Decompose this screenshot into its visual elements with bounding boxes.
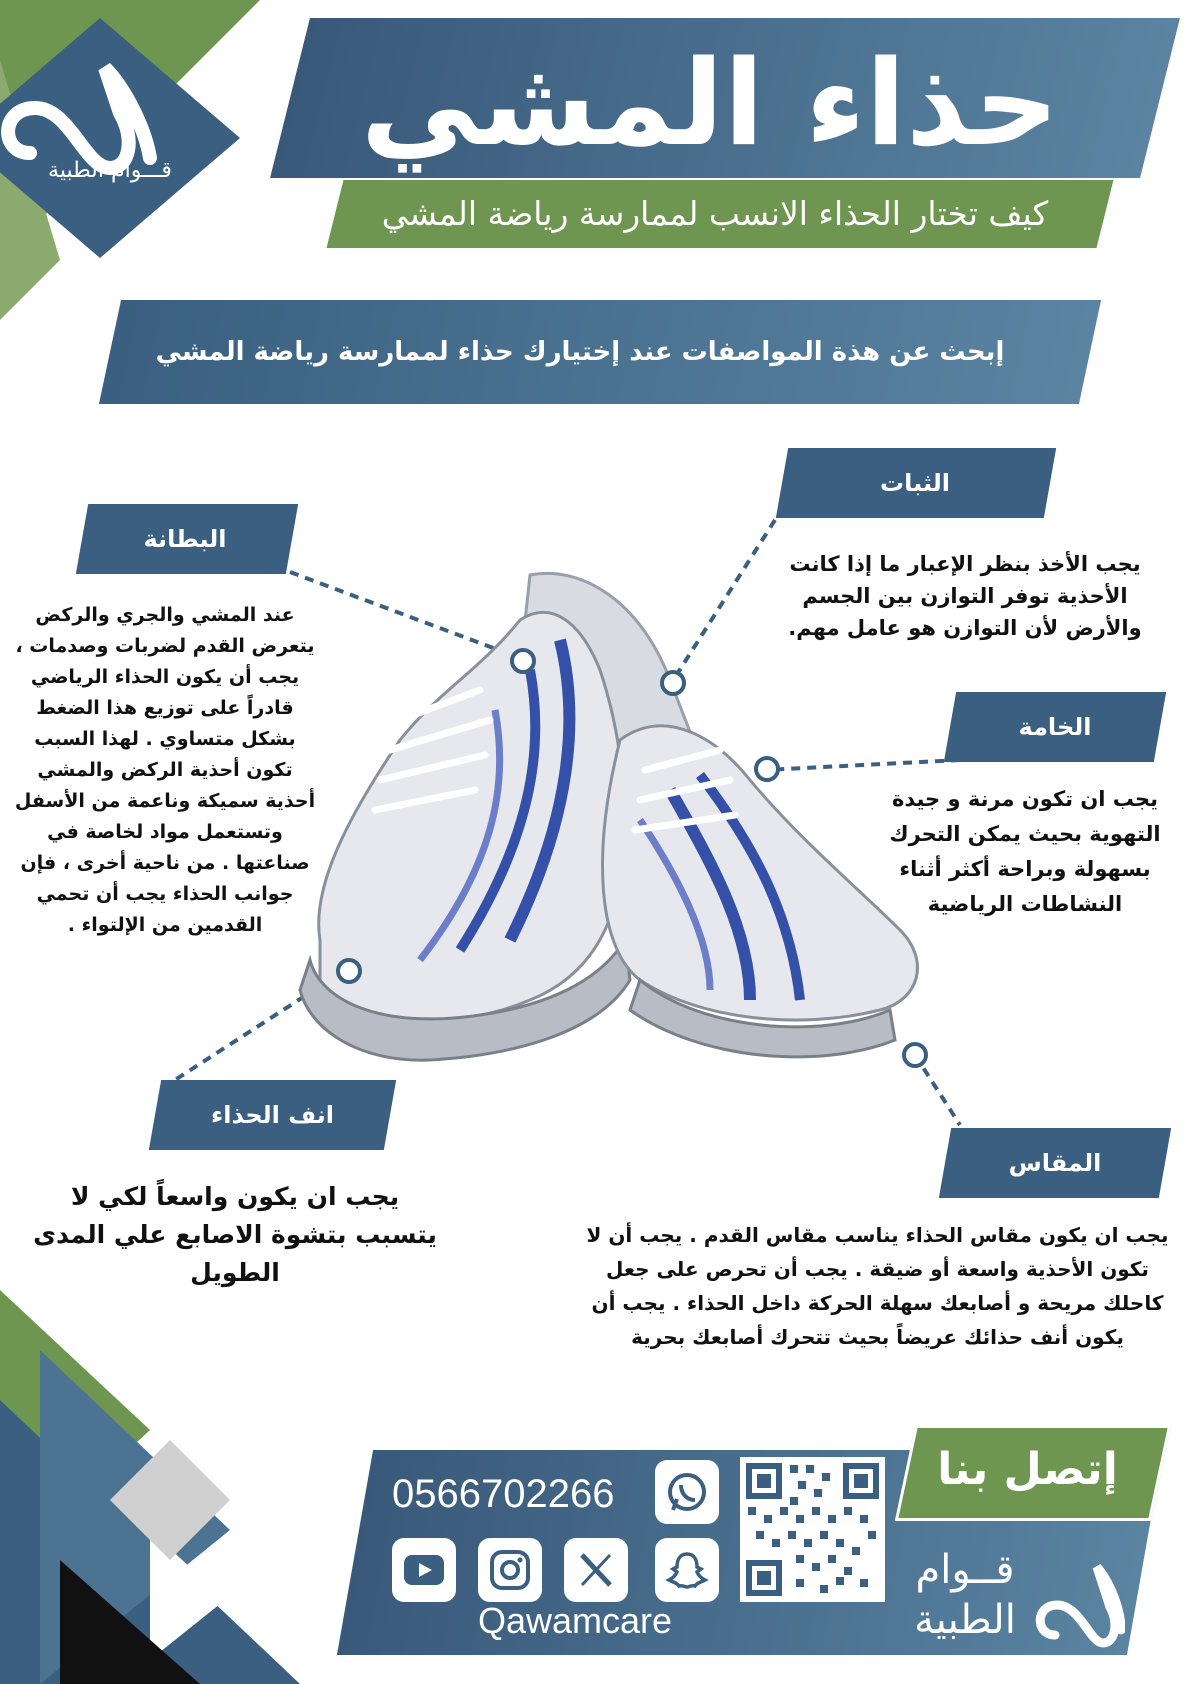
bottom-brand <box>895 1545 1125 1655</box>
stability-text: يجب الأخذ بنظر الإعبار ما إذا كانت الأحذية توفر التوازن بين الجسم والأرض لأن التوازن هو عامل مهم. <box>788 552 1142 640</box>
qr-code[interactable] <box>740 1457 885 1602</box>
instagram-icon[interactable] <box>478 1538 542 1602</box>
toe-text: يجب ان يكون واسعاً لكي لا يتسبب بتشوة الاصابع علي المدى الطويل <box>33 1182 437 1287</box>
walking-shoes-image <box>280 560 960 1120</box>
social-handle[interactable]: Qawamcare <box>477 1600 673 1641</box>
youtube-icon[interactable] <box>392 1538 456 1602</box>
intro-text: إبحث عن هذة المواصفات عند إختيارك حذاء لممارسة رياضة المشي <box>155 337 1005 367</box>
stability-dot <box>660 670 686 696</box>
bottom-brand-line2: الطبية <box>914 1597 1016 1643</box>
logo-text: قـــوام الطبية <box>48 158 172 183</box>
size-text: يجب ان يكون مقاس الحذاء يناسب مقاس القدم . يجب أن لا تكون الأحذية واسعة أو ضيقة . يجب أن تحرص على جعل كاحلك مريحة و أصابعك سهلة الحركة داخل الحذاء . يجب أن يكون أنف حذائك عريضاً بحيث تتحرك أصابعك بحرية <box>586 1223 1169 1349</box>
contact-label: إتصل بنا <box>937 1444 1118 1495</box>
page-subtitle: كيف تختار الحذاء الانسب لممارسة رياضة المشي <box>381 194 1049 233</box>
x-icon[interactable] <box>564 1538 628 1602</box>
size-dot <box>902 1042 928 1068</box>
whatsapp-icon[interactable] <box>655 1460 719 1524</box>
bottom-brand-line1: قــوام <box>915 1547 1015 1593</box>
lining-dot <box>510 648 536 674</box>
material-text: يجب ان تكون مرنة و جيدة التهوية بحيث يمكن التحرك بسهولة وبراحة أكثر أثناء النشاطات الرياضية <box>889 787 1161 916</box>
lining-text: عند المشي والجري والركض يتعرض القدم لضربات وصدمات ، يجب أن يكون الحذاء الرياضي قادراً على توزيع هذا الضغط بشكل متساوي . لهذا السبب تكون أحذية الركض والمشي أحذية سميكة وناعمة من الأسفل وتستعمل مواد لخاصة في صناعتها . من ناحية أخرى ، فإن جوانب الحذاء يجب أن تحمي القدمين من الإلتواء . <box>14 604 316 936</box>
stability-label: الثبات <box>880 469 950 497</box>
snapchat-icon[interactable] <box>655 1538 719 1602</box>
size-label: المقاس <box>1008 1149 1102 1177</box>
toe-dot <box>336 958 362 984</box>
material-label: الخامة <box>1018 713 1092 741</box>
phone-number[interactable]: 0566702266 <box>392 1472 615 1516</box>
bottom-logo-icon <box>1035 1555 1125 1650</box>
lining-label: البطانة <box>143 525 227 553</box>
toe-label: انف الحذاء <box>210 1101 335 1129</box>
page-title: حذاء المشي <box>360 34 1060 172</box>
material-dot <box>754 756 780 782</box>
